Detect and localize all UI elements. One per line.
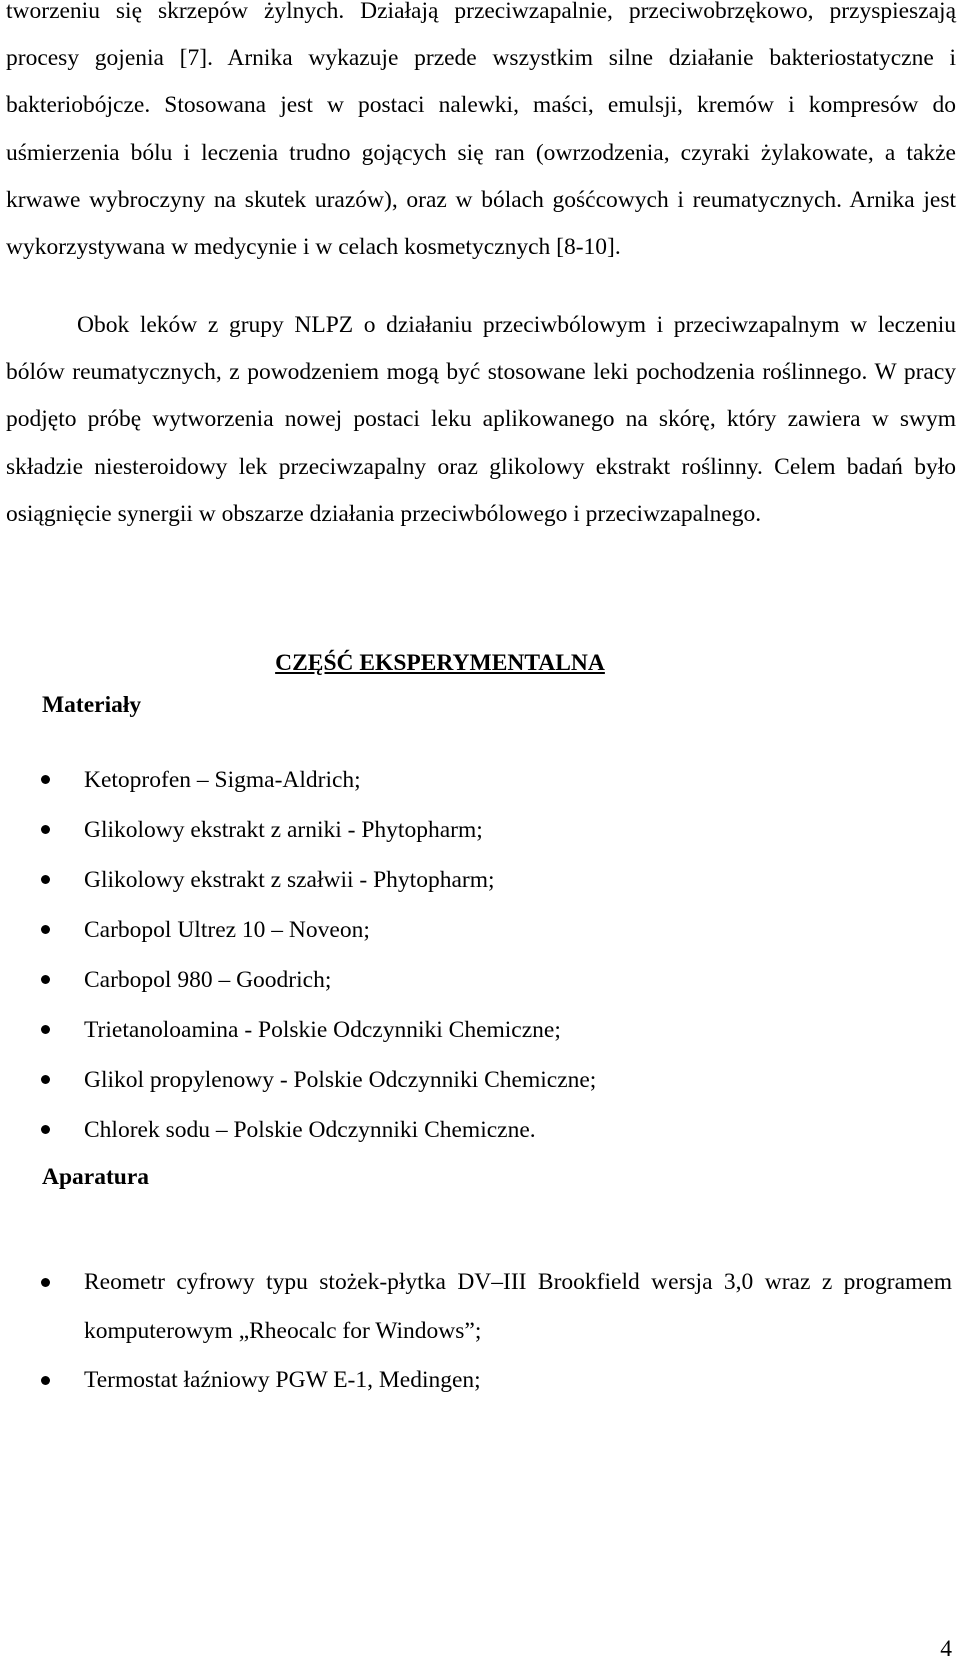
bullet-icon [41, 875, 50, 884]
list-item-text: Reometr cyfrowy typu stożek-płytka DV–III Brookfield wersja 3,0 wraz z programem komputerowym „Rheocalc for Windows”; [84, 1269, 952, 1344]
bullet-icon [41, 1025, 50, 1034]
materials-heading: Materiały [42, 692, 142, 718]
materials-list [0, 758, 960, 1158]
list-item [0, 958, 960, 1008]
bullet-icon [41, 1125, 50, 1134]
list-item-text: Trietanoloamina - Polskie Odczynniki Chemiczne; [84, 1017, 561, 1043]
bullet-icon [41, 1376, 50, 1385]
apparatus-heading: Aparatura [42, 1164, 150, 1190]
text-line: Obok leków z grupy NLPZ o działaniu przeciwbólowym i przeciwzapalnym w [77, 312, 868, 338]
bullet-icon [41, 825, 50, 834]
text-line: synergii w obszarze działania przeciwbólowego i przeciwzapalnego. [117, 500, 762, 527]
text-line: przyspieszają procesy gojenia [7]. Arnika wykazuje przede wszystkim silne działanie [6, 0, 957, 72]
bullet-icon [41, 775, 50, 784]
text-line: pochodzenia roślinnego. W pracy podjęto próbę wytworzenia nowej postaci leku [6, 359, 957, 433]
list-item-text: Glikol propylenowy - Polskie Odczynniki Chemiczne; [84, 1067, 597, 1093]
list-item-text: Termostat łaźniowy PGW E-1, Medingen; [84, 1367, 481, 1393]
list-item-text: Glikolowy ekstrakt z szałwii - Phytopharm; [84, 867, 495, 893]
section-title: CZĘŚĆ EKSPERYMENTALNA [275, 650, 605, 676]
list-item-text: Carbopol 980 – Goodrich; [84, 967, 332, 993]
text-line: tworzeniu się skrzepów żylnych. Działają przeciwzapalnie, przeciwobrzękowo, [6, 0, 814, 24]
list-item [0, 908, 960, 958]
text-line: aplikowanego na skórę, który zawiera w swym składzie niesteroidowy lek [6, 406, 956, 480]
text-line: oraz w bólach gośćcowych i reumatycznych. Arnika jest wykorzystywana w [6, 186, 956, 261]
text-line: bakteriostatyczne i bakteriobójcze. Stosowana jest w postaci nalewki, maści, emulsji, [6, 45, 956, 119]
list-item-text: Ketoprofen – Sigma-Aldrich; [84, 767, 361, 793]
list-item [0, 858, 960, 908]
text-line: medycynie i w celach kosmetycznych [8-10]. [193, 234, 621, 261]
text-line: kremów i kompresów do uśmierzenia bólu i leczenia trudno gojących się ran [6, 92, 957, 166]
text-line: przeciwzapalny oraz glikolowy ekstrakt roślinny. Celem badań było osiągnięcie [6, 453, 956, 527]
bullet-icon [41, 1075, 50, 1084]
list-item [0, 808, 960, 858]
list-item [0, 758, 960, 808]
bullet-icon [41, 925, 50, 934]
list-item-text: Glikolowy ekstrakt z arniki - Phytopharm; [84, 817, 483, 843]
bullet-icon [41, 1278, 50, 1287]
list-item [0, 1108, 960, 1158]
list-item [0, 1356, 960, 1405]
list-item [0, 1258, 960, 1356]
text-line: leczeniu bólów reumatycznych, z powodzeniem mogą być stosowane leki [6, 312, 956, 386]
page-number: 4 [940, 1636, 952, 1662]
list-item [0, 1008, 960, 1058]
list-item-text: Carbopol Ultrez 10 – Noveon; [84, 917, 370, 943]
bullet-icon [41, 975, 50, 984]
paragraph-nlpz [6, 302, 956, 538]
apparatus-list [0, 1258, 960, 1405]
list-item [0, 1058, 960, 1108]
paragraph-arnica [6, 0, 956, 271]
list-item-text: Chlorek sodu – Polskie Odczynniki Chemiczne. [84, 1117, 536, 1143]
text-line: (owrzodzenia, czyraki żylakowate, a także krwawe wybroczyny na skutek urazów), [6, 139, 956, 213]
